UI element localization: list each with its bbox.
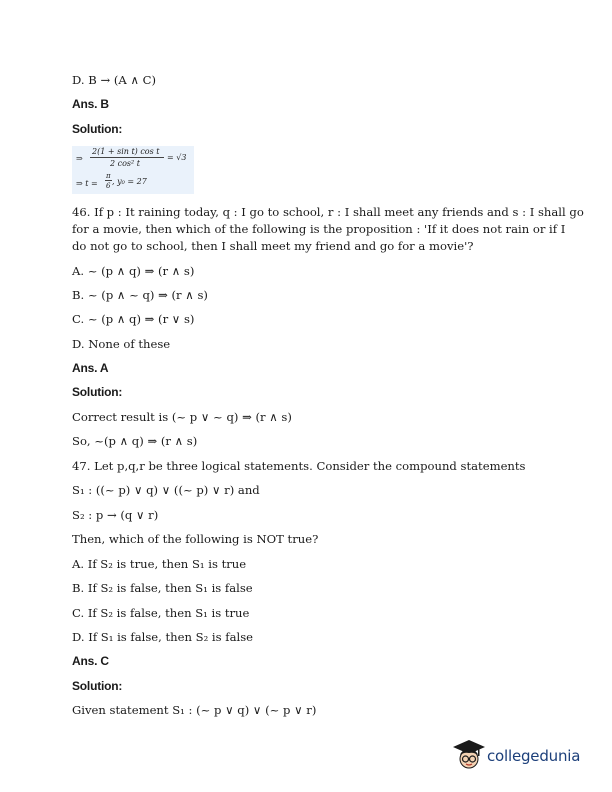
solution-math-image	[72, 146, 194, 194]
given-statement-line: Given statement S₁ : (~ p ∨ q) ∨ (~ p ∨ r)	[72, 703, 317, 717]
answer-a: Ans. A	[72, 361, 109, 375]
solution-heading: Solution:	[72, 679, 123, 693]
question-47-prompt: Then, which of the following is NOT true?	[72, 532, 319, 546]
statement-s1: S₁ : ((~ p) ∨ q) ∨ ((~ p) ∨ r) and	[72, 483, 260, 497]
math-numerator: 2(1 + sin t) cos t	[92, 147, 160, 156]
question-46-line-3: do not go to school, then I shall meet my friend and go for a movie'?	[72, 239, 474, 253]
solution-heading: Solution:	[72, 122, 123, 136]
previous-option-d: D. B → (A ∧ C)	[72, 73, 157, 87]
math-y0: , y₀ = 27	[112, 177, 147, 186]
logo-wordmark: collegedunia	[487, 747, 581, 765]
math-t-equals: ⇒ t =	[76, 179, 98, 188]
question-46-line-1: 46. If p : It raining today, q : I go to school, r : I shall meet any friends and s : I shall go	[72, 205, 584, 219]
question-47: 47. Let p,q,r be three logical statements. Consider the compound statements	[72, 459, 526, 473]
answer-b: Ans. B	[72, 97, 109, 111]
graduate-avatar-icon	[452, 738, 486, 774]
implies-arrow: ⇒	[76, 154, 83, 163]
pi-fraction-bar	[105, 180, 112, 181]
math-pi: π	[106, 172, 111, 180]
answer-c: Ans. C	[72, 654, 109, 668]
option-a: A. If S₂ is true, then S₁ is true	[72, 557, 247, 571]
option-b: B. If S₂ is false, then S₁ is false	[72, 581, 253, 595]
fraction-bar	[90, 157, 164, 158]
collegedunia-logo	[452, 738, 592, 774]
option-c: C. ~ (p ∧ q) ⇒ (r ∨ s)	[72, 312, 195, 326]
math-rhs: = √3	[167, 153, 187, 162]
option-d: D. None of these	[72, 337, 171, 351]
correct-result-line: Correct result is (~ p ∨ ~ q) ⇒ (r ∧ s)	[72, 410, 292, 424]
option-a: A. ~ (p ∧ q) ⇒ (r ∧ s)	[72, 264, 195, 278]
option-b: B. ~ (p ∧ ~ q) ⇒ (r ∧ s)	[72, 288, 208, 302]
option-c: C. If S₂ is false, then S₁ is true	[72, 606, 250, 620]
solution-heading: Solution:	[72, 385, 123, 399]
question-46-line-2: for a movie, then which of the following is the proposition : 'If it does not rain or if I	[72, 222, 566, 236]
so-line: So, ~(p ∧ q) ⇒ (r ∧ s)	[72, 434, 198, 448]
option-d: D. If S₁ is false, then S₂ is false	[72, 630, 253, 644]
question-46	[72, 204, 584, 255]
math-denominator: 2 cos² t	[110, 159, 140, 168]
math-six: 6	[106, 182, 111, 190]
statement-s2: S₂ : p → (q ∨ r)	[72, 508, 159, 522]
